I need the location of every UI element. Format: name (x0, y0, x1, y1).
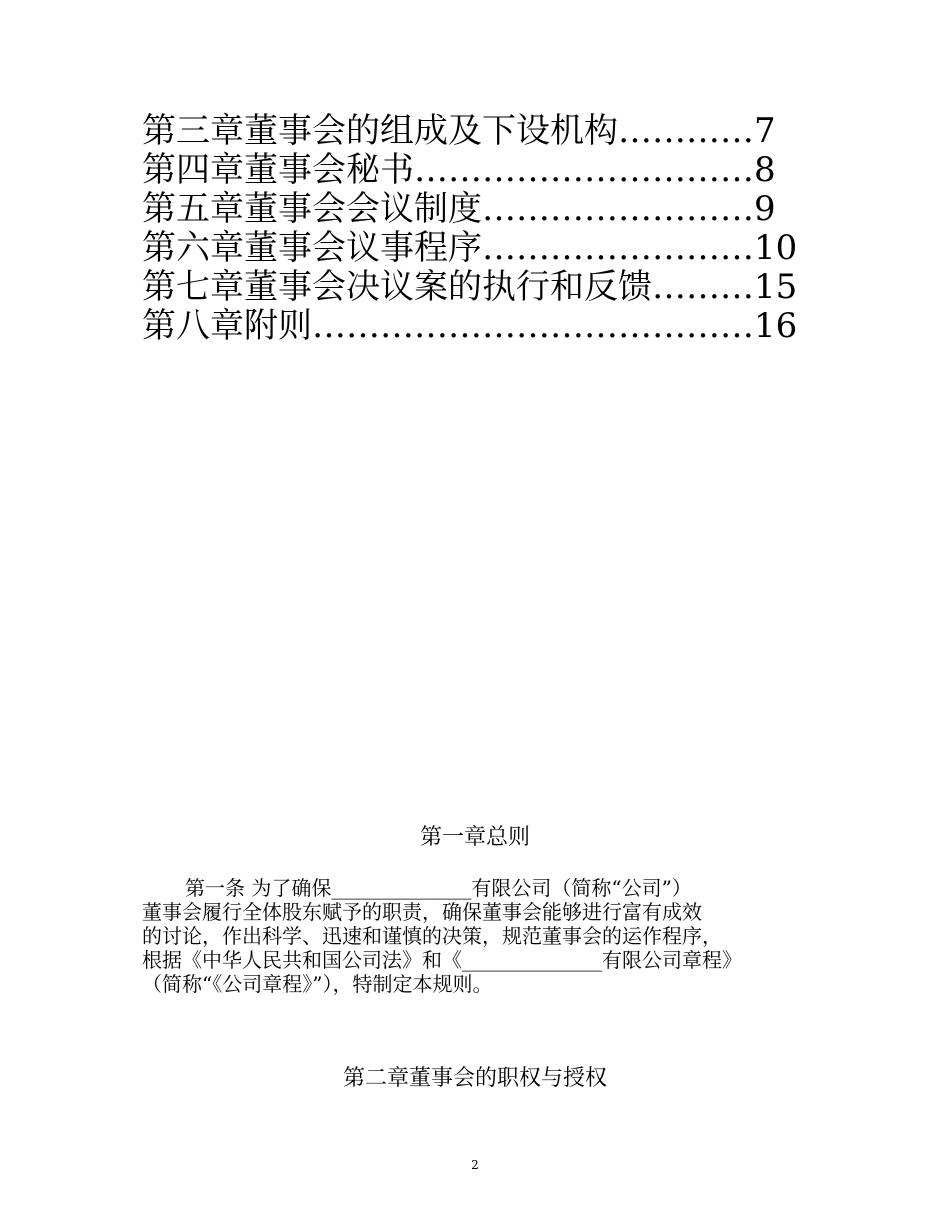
toc-entry-page: 10 (754, 228, 798, 268)
chapter-2-heading: 第二章董事会的职权与授权 (342, 1066, 607, 1091)
toc-entry-title: 第四章董事会秘书 (142, 150, 414, 190)
toc-entry-chapter-8[interactable] (142, 307, 822, 346)
toc-entry-leader: ………………………… (414, 150, 754, 190)
toc-entry-page: 9 (754, 189, 776, 229)
toc-entry-chapter-7[interactable] (142, 268, 822, 307)
toc-entry-chapter-4[interactable] (142, 151, 822, 190)
page-number: 2 (471, 1158, 479, 1172)
article-1-line-1: 第一条 为了确保______________有限公司（简称“公司”） (185, 876, 692, 900)
toc-entry-title: 第五章董事会会议制度 (142, 189, 482, 229)
article-1-line-5: （简称“《公司章程》”），特制定本规则。 (142, 972, 493, 996)
toc-entry-title: 第六章董事会议事程序 (142, 228, 482, 268)
toc-entry-title: 第七章董事会决议案的执行和反馈 (142, 267, 652, 307)
toc-entry-page: 15 (754, 267, 798, 307)
article-1-line-2: 董事会履行全体股东赋予的职责，确保董事会能够进行富有成效 (142, 900, 702, 924)
toc-entry-chapter-3[interactable] (142, 112, 822, 151)
toc-entry-title: 第三章董事会的组成及下设机构 (142, 111, 618, 151)
toc-entry-leader: ………… (618, 111, 754, 151)
toc-entry-leader: ………………………………… (312, 306, 754, 346)
toc-entry-chapter-6[interactable] (142, 229, 822, 268)
table-of-contents (142, 112, 822, 346)
article-1 (142, 876, 822, 996)
toc-entry-leader: …………………… (482, 228, 754, 268)
toc-entry-page: 16 (754, 306, 798, 346)
toc-entry-page: 7 (754, 111, 776, 151)
toc-entry-page: 8 (754, 150, 776, 190)
toc-entry-leader: …………………… (482, 189, 754, 229)
article-1-line-3: 的讨论，作出科学、迅速和谨慎的决策，规范董事会的运作程序， (142, 924, 722, 948)
toc-entry-leader: ……… (652, 267, 754, 307)
toc-entry-chapter-5[interactable] (142, 190, 822, 229)
chapter-1-heading: 第一章总则 (419, 825, 530, 850)
article-1-line-4: 根据《中华人民共和国公司法》和《______________有限公司章程》 (142, 948, 742, 972)
toc-entry-title: 第八章附则 (142, 306, 312, 346)
